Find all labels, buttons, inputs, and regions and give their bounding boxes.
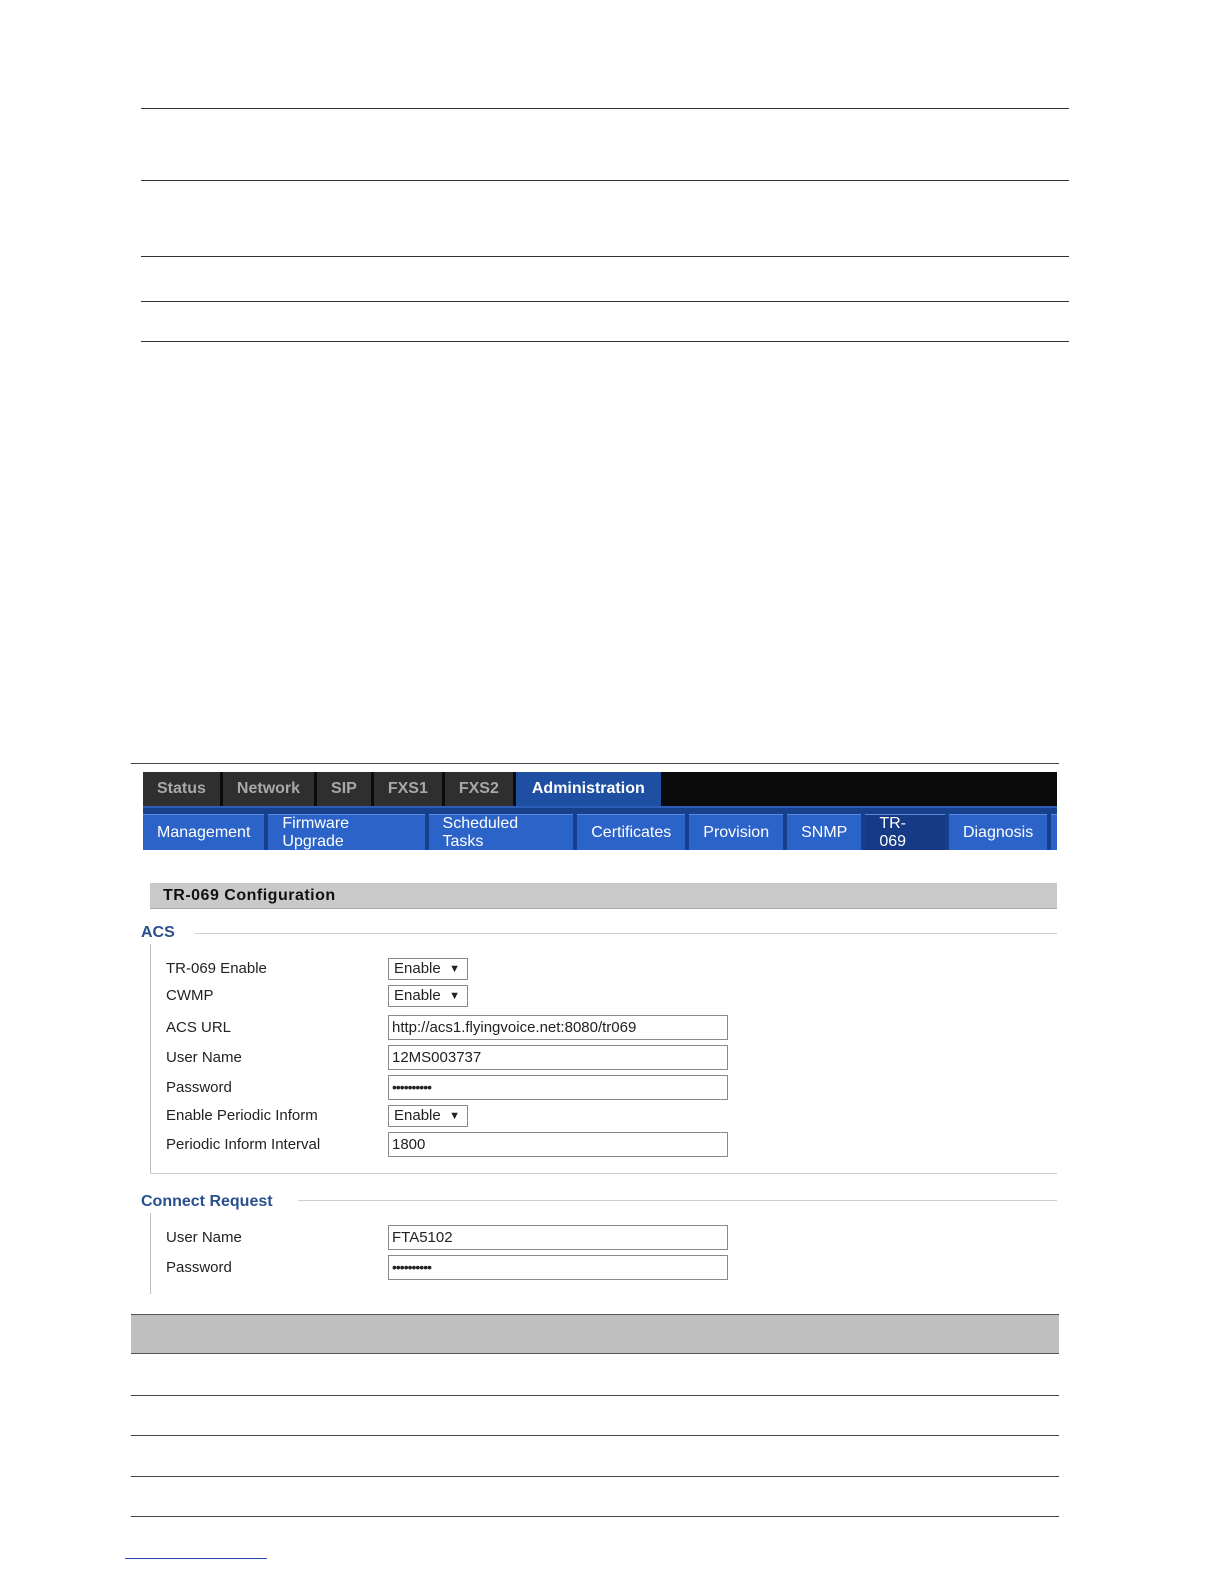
footer-link-underline	[125, 1558, 267, 1559]
connect-request-group-line	[298, 1200, 1057, 1201]
subtab-snmp[interactable]: SNMP	[787, 814, 861, 850]
chevron-down-icon: ▼	[449, 1110, 460, 1122]
table-row	[131, 1435, 1059, 1436]
periodic-inform-select[interactable]	[388, 1105, 468, 1127]
periodic-interval-label: Periodic Inform Interval	[166, 1136, 321, 1153]
screenshot-top-rule	[131, 763, 1059, 764]
tr069-enable-value: Enable	[394, 960, 441, 977]
cwmp-select[interactable]	[388, 985, 468, 1007]
subtab-management[interactable]: Management	[143, 814, 264, 850]
subtab-certificates[interactable]: Certificates	[577, 814, 685, 850]
tr069-enable-label: TR-069 Enable	[166, 960, 267, 977]
tab-fxs1[interactable]: FXS1	[374, 772, 442, 806]
subtab-tr069[interactable]: TR-069	[865, 814, 945, 850]
doc-rule-1	[141, 108, 1069, 109]
acs-password-input[interactable]: ••••••••••	[388, 1075, 728, 1100]
tab-fxs2[interactable]: FXS2	[445, 772, 513, 806]
cr-username-label: User Name	[166, 1229, 242, 1246]
acs-password-label: Password	[166, 1079, 232, 1096]
acs-url-input[interactable]: http://acs1.flyingvoice.net:8080/tr069	[388, 1015, 728, 1040]
acs-url-label: ACS URL	[166, 1019, 232, 1036]
acs-group-line	[195, 933, 1057, 934]
subtab-provision[interactable]: Provision	[689, 814, 783, 850]
subtab-diagnosis[interactable]: Diagnosis	[949, 814, 1047, 850]
cwmp-value: Enable	[394, 987, 441, 1004]
table-row	[131, 1395, 1059, 1396]
tab-status[interactable]: Status	[143, 772, 220, 806]
table-header	[131, 1314, 1059, 1354]
doc-rule-2	[141, 180, 1069, 181]
doc-rule-4	[141, 301, 1069, 302]
cr-username-input[interactable]: FTA5102	[388, 1225, 728, 1250]
tab-sip[interactable]: SIP	[317, 772, 371, 806]
acs-group-title: ACS	[141, 924, 175, 941]
periodic-interval-input[interactable]: 1800	[388, 1132, 728, 1157]
tr069-enable-select[interactable]	[388, 958, 468, 980]
subtab-overflow[interactable]	[1051, 814, 1057, 850]
periodic-inform-value: Enable	[394, 1107, 441, 1124]
cr-password-input[interactable]: ••••••••••	[388, 1255, 728, 1280]
tab-network[interactable]: Network	[223, 772, 314, 806]
acs-group-bottom	[150, 1173, 1057, 1174]
table-row	[131, 1476, 1059, 1477]
subtab-firmware-upgrade[interactable]: Firmware Upgrade	[268, 814, 424, 850]
cwmp-label: CWMP	[166, 987, 214, 1004]
chevron-down-icon: ▼	[449, 963, 460, 975]
chevron-down-icon: ▼	[449, 990, 460, 1002]
acs-username-input[interactable]: 12MS003737	[388, 1045, 728, 1070]
periodic-inform-label: Enable Periodic Inform	[166, 1107, 318, 1124]
sub-nav	[143, 806, 1057, 850]
connect-request-group-border	[150, 1213, 151, 1294]
subtab-scheduled-tasks[interactable]: Scheduled Tasks	[429, 814, 574, 850]
top-nav	[143, 772, 1057, 806]
tab-administration[interactable]: Administration	[516, 772, 661, 806]
table-row	[131, 1516, 1059, 1517]
doc-rule-5	[141, 341, 1069, 342]
cr-password-label: Password	[166, 1259, 232, 1276]
doc-rule-3	[141, 256, 1069, 257]
section-title: TR-069 Configuration	[150, 883, 1057, 909]
connect-request-group-title: Connect Request	[141, 1193, 273, 1210]
acs-username-label: User Name	[166, 1049, 242, 1066]
acs-group-border	[150, 944, 151, 1173]
